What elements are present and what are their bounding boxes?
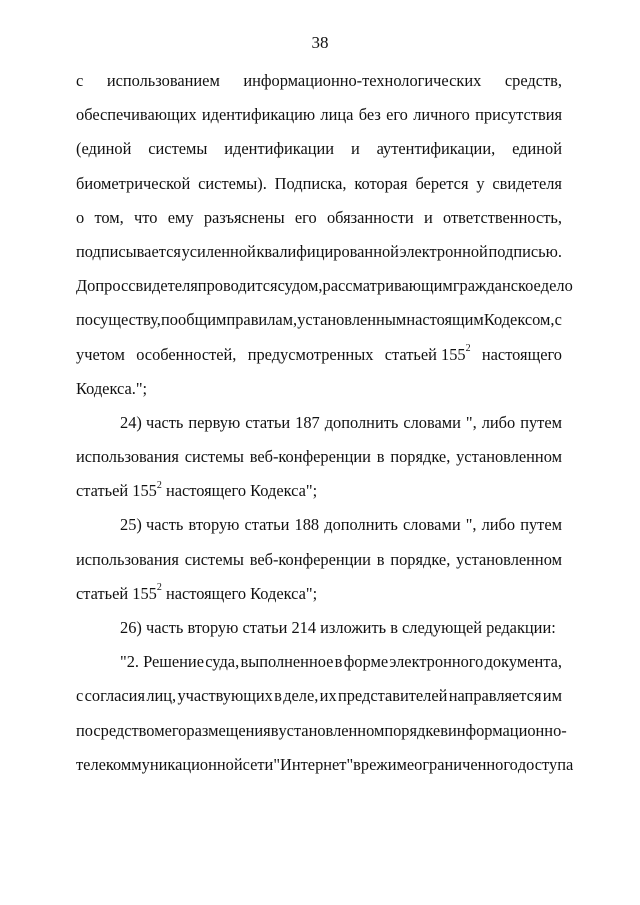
word: веб-конференции (249, 549, 371, 569)
word: и (423, 207, 433, 227)
word: рассматривающим (322, 276, 453, 296)
word: общим (178, 310, 227, 330)
word: информационно-технологических (243, 71, 482, 90)
word: либо (481, 515, 516, 535)
word: выполненное (240, 652, 334, 672)
text-line (76, 98, 562, 132)
word: подписывается (76, 241, 181, 261)
word: первую (188, 412, 241, 432)
word: установленным (297, 310, 407, 330)
word: что (134, 207, 158, 227)
word: участвующих (177, 686, 273, 706)
word: использования (76, 447, 179, 467)
word: системы). (198, 173, 267, 193)
word: согласия (84, 686, 145, 706)
word: документа, (484, 652, 562, 672)
word: в (376, 549, 385, 569)
word: Допрос (76, 276, 129, 296)
word: ограниченного (414, 754, 518, 774)
word: суда, (205, 652, 240, 672)
word: лиц, (146, 686, 177, 706)
word: 188 (294, 515, 320, 535)
word: свидетеля (128, 276, 198, 296)
word: представителей (337, 686, 448, 706)
word: его (294, 207, 317, 227)
document-body (76, 64, 574, 782)
item-24-line (76, 406, 562, 440)
word: лица (320, 105, 354, 125)
word: электронного (389, 652, 484, 672)
word: дополнить (324, 412, 399, 432)
word: обязанности (326, 207, 414, 227)
word: в (274, 686, 282, 706)
item-25-line: статьей $155^2$ настоящего Кодекса"; (76, 582, 318, 603)
word: информационно- (447, 720, 567, 740)
word: по (76, 310, 93, 330)
word: путем (520, 515, 562, 535)
word: (единой (76, 139, 132, 159)
word: установленном (456, 549, 562, 569)
word: либо (481, 412, 516, 432)
word: 24) часть (120, 412, 184, 432)
word: путем (520, 412, 562, 432)
word: свидетеля (492, 173, 562, 193)
text-line (76, 132, 562, 166)
word: вторую (188, 515, 240, 535)
word: направляется (448, 686, 542, 706)
word: существу, (93, 310, 161, 330)
word: с (554, 310, 562, 330)
word: порядке, (390, 549, 451, 569)
text-line: Кодекса."; (76, 378, 148, 398)
word: настоящего (481, 344, 562, 364)
word: Кодексом, (483, 310, 555, 330)
word: их (319, 686, 337, 706)
word: о (76, 207, 85, 227)
word: словами (403, 412, 461, 432)
word: статьи (244, 515, 290, 535)
word: биометрической (76, 173, 191, 193)
text-line (76, 64, 562, 98)
word: посредством (76, 720, 165, 740)
word: системы (184, 447, 244, 467)
text-line (76, 167, 562, 201)
word: словами (403, 515, 461, 535)
word: гражданское (452, 276, 541, 296)
word: форме (343, 652, 389, 672)
quoted-paragraph-line (76, 679, 562, 713)
word: дополнить (324, 515, 398, 535)
word: установленном (456, 447, 562, 467)
word: установленном (278, 720, 385, 740)
word: идентификацию (201, 105, 316, 125)
word: присутствия (475, 105, 562, 125)
word: 25) часть (120, 515, 184, 535)
word: усиленной (181, 241, 256, 261)
word: настоящим (406, 310, 484, 330)
article-reference: статьей $155^2$ (384, 343, 471, 364)
word: режиме (360, 754, 415, 774)
word: дело (540, 276, 573, 296)
word: правилам, (226, 310, 298, 330)
word: аутентификации, (376, 139, 496, 159)
word: "2. Решение (120, 652, 204, 672)
word: системы (148, 139, 208, 159)
word: сети (242, 754, 274, 774)
word: в (270, 720, 279, 740)
word: с (76, 686, 84, 706)
word: порядке (384, 720, 441, 740)
word: его (164, 720, 187, 740)
text-line (76, 201, 562, 235)
word: в (334, 652, 343, 672)
word: средств, (504, 71, 562, 90)
quoted-paragraph-line (76, 748, 574, 782)
word: особенностей, (136, 344, 237, 364)
word: идентификации (224, 139, 335, 159)
item-24-line (76, 440, 562, 474)
word: доступа (517, 754, 574, 774)
word: "Интернет" (273, 754, 354, 774)
word: электронной (399, 241, 488, 261)
word: использованием (106, 71, 220, 90)
word: в (376, 447, 385, 467)
word: порядке, (390, 447, 451, 467)
text-line (76, 338, 562, 372)
word: проводится (197, 276, 278, 296)
text-line (76, 235, 562, 269)
word: по (160, 310, 178, 330)
word: предусмотренных (247, 344, 374, 364)
word: использования (76, 549, 179, 569)
word: размещения (186, 720, 271, 740)
word: судом, (277, 276, 323, 296)
page-number: 38 (311, 33, 329, 52)
text-line (76, 269, 573, 303)
quoted-paragraph-line (76, 645, 562, 679)
word: с (76, 71, 84, 90)
word: телекоммуникационной (76, 754, 243, 774)
word: его (386, 105, 408, 125)
word: ответственность, (443, 207, 562, 227)
word: том, (94, 207, 124, 227)
word: веб-конференции (249, 447, 371, 467)
word: Подписка, (274, 173, 347, 193)
word: которая (354, 173, 408, 193)
word: берется (415, 173, 469, 193)
word: в (440, 720, 448, 740)
word: 187 (295, 412, 320, 432)
word: единой (512, 139, 562, 159)
item-25-line (76, 543, 562, 577)
word: и (350, 139, 360, 159)
word: ", (465, 412, 477, 432)
word: деле, (283, 686, 319, 706)
word: квалифицированной (256, 241, 399, 261)
word: учетом (76, 344, 125, 364)
word: без (358, 105, 381, 125)
word: обеспечивающих (76, 105, 197, 125)
item-24-line: статьей $155^2$ настоящего Кодекса"; (76, 479, 318, 501)
word: в (353, 754, 361, 774)
word: статьи (245, 412, 291, 432)
item-26-line: 26) часть вторую статьи 214 изложить в следующей редакции: (120, 618, 556, 637)
word: у (476, 173, 485, 193)
word: разъяснены (203, 207, 285, 227)
word: ", (465, 515, 477, 535)
word: личного (413, 105, 470, 125)
word: ему (167, 207, 194, 227)
word: системы (184, 549, 244, 569)
word: им (542, 686, 562, 706)
word: подписью. (488, 241, 562, 261)
item-25-line (76, 508, 562, 542)
text-line (76, 303, 562, 337)
quoted-paragraph-line (76, 714, 567, 748)
